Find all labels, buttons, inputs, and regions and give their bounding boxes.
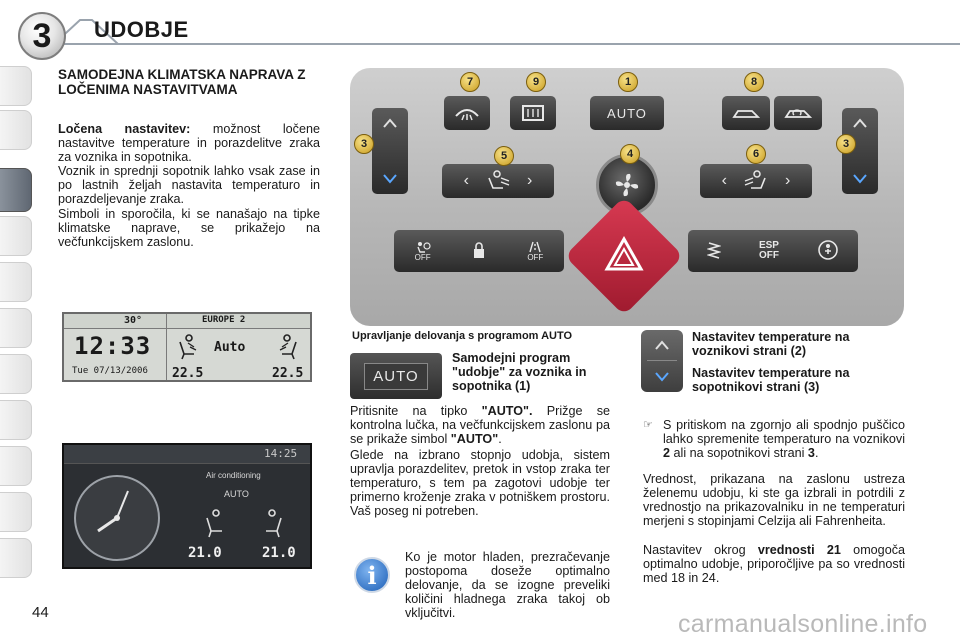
chapter-tab-4[interactable] <box>0 216 32 256</box>
hazard-triangle-icon <box>604 236 644 272</box>
subheading-driver-temp: Nastavitev temperature na voznikovi strani (2) <box>692 330 850 358</box>
text-fragment: Pritisnite na tipko <box>350 404 482 418</box>
multifunction-display-b <box>62 443 312 569</box>
text-fragment: Prižge se kontrolna lučka, na večfunkcijskem zaslonu pa se prikaže simbol <box>350 404 611 446</box>
text-fragment: omogoča optimalno udobje, priporočljive pa so vrednosti med 18 in 24. <box>643 543 905 585</box>
passenger-temp: 22.5 <box>272 366 304 381</box>
text-fragment: S pritiskom na zgornjo ali spodnjo puščico lahko spremenite temperaturo na voznikovi <box>663 418 905 446</box>
driver-temp-rocker[interactable] <box>372 108 408 194</box>
child-safety-button[interactable] <box>817 239 839 264</box>
callout-5: 5 <box>494 146 514 166</box>
pointing-hand-icon: ☞ <box>643 419 653 431</box>
text-fragment: . <box>498 432 502 446</box>
header-rule <box>60 43 960 45</box>
air-recirculation-button[interactable] <box>774 96 822 130</box>
suspension-spring-icon <box>707 240 721 260</box>
rear-window-demist-icon <box>521 104 545 122</box>
clock-date: Tue 07/13/2006 <box>72 366 148 376</box>
callout-9: 9 <box>526 72 546 92</box>
paragraph-comfort-level: Glede na izbrano stopnjo udobja, sistem upravlja porazdelitev, pretok in vstop zraka ter temperaturo, s tem pa zagotovi udobje ter primerno kroženje zraka v potniškem prostoru. Vaš poseg ni potreben. <box>350 448 610 518</box>
info-icon: i <box>354 557 390 593</box>
climate-control-panel <box>350 68 904 326</box>
display2-mode: AUTO <box>224 489 249 499</box>
panel-caption: Upravljanje delovanja s programom AUTO <box>352 330 573 342</box>
chapter-tab-8[interactable] <box>0 400 32 440</box>
auto-symbol-term: "AUTO" <box>450 432 499 446</box>
passenger-airbag-off-button[interactable] <box>415 241 431 262</box>
subheading-passenger-temp: Nastavitev temperature na sopotnikovi strani (3) <box>692 366 850 394</box>
driver-seat-icon <box>174 334 200 360</box>
ref-passenger: 3 <box>807 446 815 460</box>
lane-departure-off-button[interactable] <box>527 241 543 262</box>
multifunction-display-a <box>62 312 312 382</box>
recirculation-icon <box>784 105 812 121</box>
subheading-auto-program: Samodejni program "udobje" za voznika in sopotnika (1) <box>452 351 587 393</box>
display2-label: Air conditioning <box>206 471 261 480</box>
paragraph-driver-passenger: Voznik in sprednji sopotnik lahko vsak zase in po lastnih željah nastavita temperaturo in porazdeljevanje zraka. <box>58 164 320 206</box>
driver-temp: 22.5 <box>172 366 204 381</box>
passenger-seat-icon <box>260 509 288 539</box>
page-title: UDOBJE <box>94 17 189 42</box>
callout-4: 4 <box>620 144 640 164</box>
callout-driver-temp: 3 <box>354 134 374 154</box>
lane-departure-off-label: OFF <box>527 252 544 262</box>
suspension-button[interactable] <box>707 240 721 263</box>
value-21-term: vrednosti 21 <box>757 543 841 557</box>
chapter-tab-5[interactable] <box>0 262 32 302</box>
chevron-right-icon: › <box>527 172 533 189</box>
auto-key-term: "AUTO". <box>481 404 533 418</box>
chapter-tab-6[interactable] <box>0 308 32 348</box>
text-fragment: . <box>814 446 819 460</box>
air-distribution-icon <box>483 170 513 192</box>
lock-icon <box>472 241 486 259</box>
callout-1: 1 <box>618 72 638 92</box>
airbag-icon <box>415 241 431 253</box>
chapter-tab-10[interactable] <box>0 492 32 532</box>
chapter-tab-7[interactable] <box>0 354 32 394</box>
windscreen-demist-icon <box>454 104 480 122</box>
windscreen-demist-button[interactable] <box>444 96 490 130</box>
paragraph-text: možnost ločene nastavitve temperature in porazdelitve zraka za voznika in sopotnika. <box>58 122 320 164</box>
text-fragment: ali na sopotnikovi strani <box>670 446 808 460</box>
esp-off-button[interactable] <box>759 241 779 261</box>
esp-off-label: OFF <box>758 250 779 261</box>
radio-station: EUROPE 2 <box>202 315 246 325</box>
chapter-tab-9[interactable] <box>0 446 32 486</box>
paragraph-symbols: Simboli in sporočila, ki se nanašajo na tipke klimatske naprave, se prikažejo na večfunkcijskem zaslonu. <box>58 207 320 249</box>
outside-temp: 30° <box>124 315 143 326</box>
arrow-up-icon <box>853 118 867 128</box>
child-lock-icon <box>817 239 839 261</box>
display2-driver-temp: 21.0 <box>188 545 222 561</box>
info-note: Ko je motor hladen, prezračevanje postopoma doseže optimalno delovanje, da se izogne preveliki količini hladnega zraka takoj ob vključitvi. <box>405 550 610 620</box>
chapter-tab-11[interactable] <box>0 538 32 578</box>
paragraph-recommended-value <box>643 543 905 585</box>
passenger-seat-icon <box>276 334 302 360</box>
display2-time: 14:25 <box>264 447 298 460</box>
driver-seat-icon <box>200 509 228 539</box>
passenger-air-distribution-button[interactable] <box>700 164 812 198</box>
chapter-tab-1[interactable] <box>0 66 32 106</box>
analog-clock-icon <box>70 471 164 565</box>
passenger-airbag-off-label: OFF <box>414 252 431 262</box>
arrow-up-icon <box>655 340 669 350</box>
text-fragment: Nastavitev okrog <box>643 543 758 557</box>
callout-passenger-temp: 3 <box>836 134 856 154</box>
left-button-cluster <box>394 230 564 272</box>
driver-air-distribution-button[interactable] <box>442 164 554 198</box>
clock-time: 12:33 <box>74 332 152 360</box>
chapter-tab-3-active[interactable] <box>0 168 32 212</box>
section-heading: SAMODEJNA KLIMATSKA NAPRAVA Z LOČENIMA NASTAVITVAMA <box>58 67 306 97</box>
temp-rocker-thumbnail <box>641 330 683 392</box>
chapter-badge: 3 <box>18 12 66 60</box>
ref-driver: 2 <box>663 446 671 460</box>
air-conditioning-button[interactable] <box>722 96 770 130</box>
callout-8: 8 <box>744 72 764 92</box>
page-number: 44 <box>32 604 49 621</box>
chevron-right-icon: › <box>785 172 791 189</box>
display2-passenger-temp: 21.0 <box>262 545 296 561</box>
air-distribution-icon <box>741 170 771 192</box>
esp-label: ESP <box>758 240 779 251</box>
climate-mode: Auto <box>214 340 246 355</box>
auto-thumb-label: AUTO <box>364 363 427 390</box>
right-button-cluster <box>688 230 858 272</box>
central-locking-button[interactable] <box>472 241 486 262</box>
auto-button[interactable] <box>590 96 664 130</box>
callout-7: 7 <box>460 72 480 92</box>
rear-demist-button[interactable] <box>510 96 556 130</box>
paragraph-separate-setting <box>58 122 320 164</box>
chapter-tab-2[interactable] <box>0 110 32 150</box>
paragraph-arrow-adjust <box>643 418 905 460</box>
auto-button-thumbnail <box>350 353 442 399</box>
callout-6: 6 <box>746 144 766 164</box>
chevron-left-icon: ‹ <box>721 172 727 189</box>
watermark: carmanualsonline.info <box>678 610 928 638</box>
arrow-up-icon <box>383 118 397 128</box>
paragraph-press-auto <box>350 404 610 446</box>
paragraph-displayed-value: Vrednost, prikazana na zaslonu ustreza želenemu udobju, ki ste ga izbrali in potrdili z vrednostjo na prikazovalniku in ne temperaturi merjeni s stopinjami Celzija ali Fahrenheita. <box>643 472 905 528</box>
arrow-down-icon <box>853 174 867 184</box>
auto-button-label: AUTO <box>607 105 647 121</box>
term-separate-setting: Ločena nastavitev: <box>58 122 191 136</box>
car-airflow-icon <box>732 105 760 121</box>
lane-departure-icon <box>527 241 543 253</box>
fan-icon <box>612 170 642 200</box>
arrow-down-icon <box>383 174 397 184</box>
chevron-left-icon: ‹ <box>463 172 469 189</box>
arrow-down-icon <box>655 372 669 382</box>
